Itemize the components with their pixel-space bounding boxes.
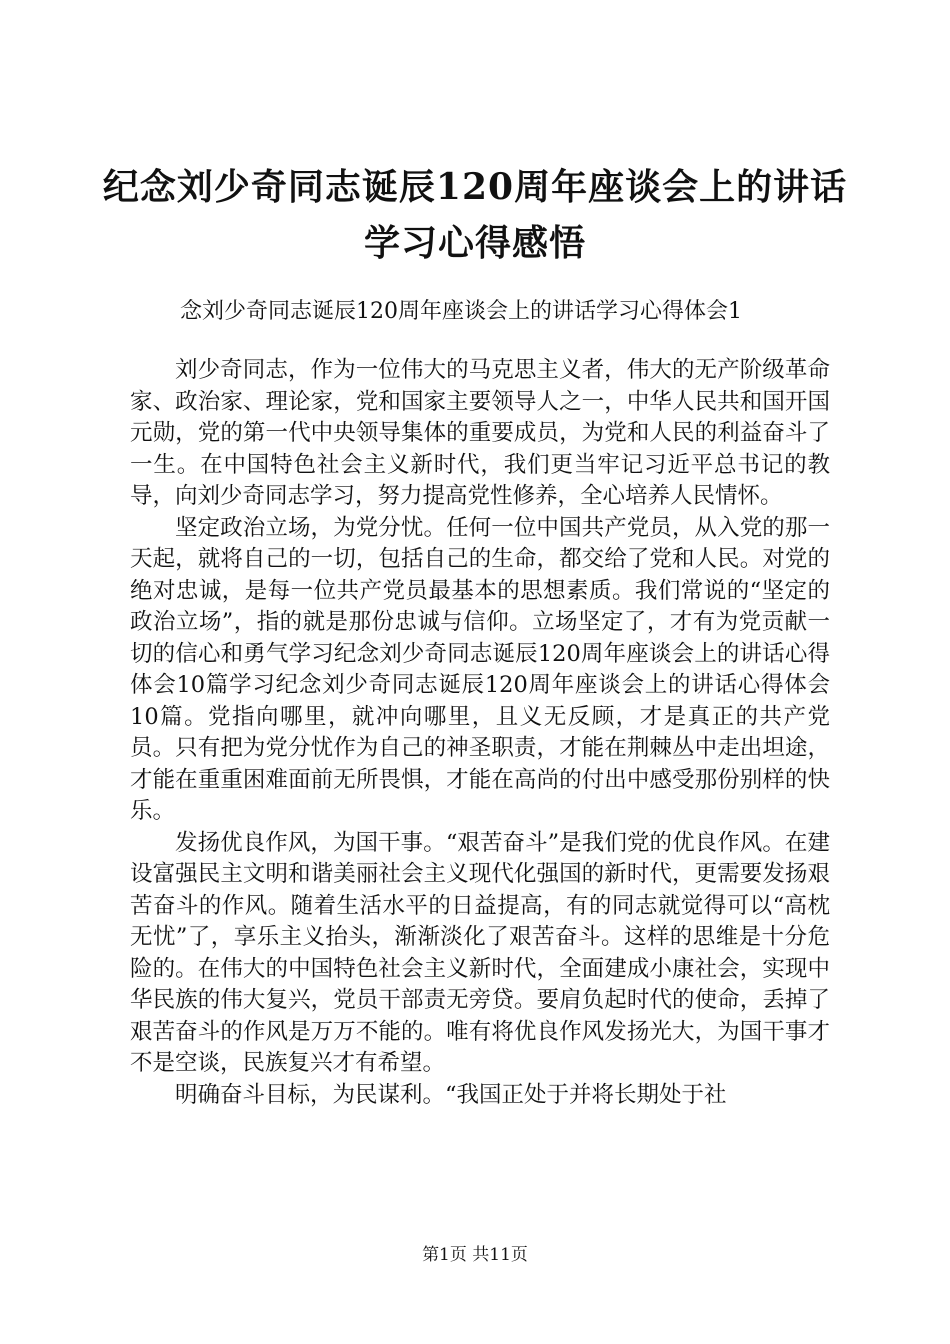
- body-paragraph: 刘少奇同志，作为一位伟大的马克思主义者，伟大的无产阶级革命家、政治家、理论家，党和国家主要领导人之一，中华人民共和国开国元勋，党的第一代中央领导集体的重要成员，为党和人民的利益奋斗了一生。在中国特色社会主义新时代，我们更当牢记习近平总书记的教导，向刘少奇同志学习，努力提高党性修养，全心培养人民情怀。: [130, 357, 830, 509]
- body-paragraph: 明确奋斗目标，为民谋利。“我国正处于并将长期处于社: [175, 1081, 727, 1108]
- page-footer: 第1页 共11页: [422, 1245, 528, 1265]
- document-subtitle: 念刘少奇同志诞辰120周年座谈会上的讲话学习心得体会1: [180, 299, 742, 324]
- body-paragraph: 发扬优良作风，为国干事。“艰苦奋斗”是我们党的优良作风。在建设富强民主文明和谐美丽社会主义现代化强国的新时代，更需要发扬艰苦奋斗的作风。随着生活水平的日益提高，有的同志就觉得可以“高枕无忧”了，享乐主义抬头，渐渐淡化了艰苦奋斗。这样的思维是十分危险的。在伟大的中国特色社会主义新时代，全面建成小康社会，实现中华民族的伟大复兴，党员干部责无旁贷。要肩负起时代的使命，丢掉了艰苦奋斗的作风是万万不能的。唯有将优良作风发扬光大，为国干事才不是空谈，民族复兴才有希望。: [130, 829, 830, 1076]
- document-title-line2: 学习心得感悟: [363, 222, 586, 264]
- body-paragraph: 坚定政治立场，为党分忧。任何一位中国共产党员，从入党的那一天起，就将自己的一切，包括自己的生命，都交给了党和人民。对党的绝对忠诚，是每一位共产党员最基本的思想素质。我们常说的“坚定的政治立场”，指的就是那份忠诚与信仰。立场坚定了，才有为党贡献一切的信心和勇气学习纪念刘少奇同志诞辰120周年座谈会上的讲话心得体会10篇学习纪念刘少奇同志诞辰120周年座谈会上的讲话心得体会10篇。党指向哪里，就冲向哪里，且义无反顾，才是真正的共产党员。只有把为党分忧作为自己的神圣职责，才能在荆棘丛中走出坦途，才能在重重困难面前无所畏惧，才能在高尚的付出中感受那份别样的快乐。: [130, 514, 830, 824]
- document-title-line1: 纪念刘少奇同志诞辰120周年座谈会上的讲话: [102, 166, 848, 208]
- document-body: [130, 355, 830, 1111]
